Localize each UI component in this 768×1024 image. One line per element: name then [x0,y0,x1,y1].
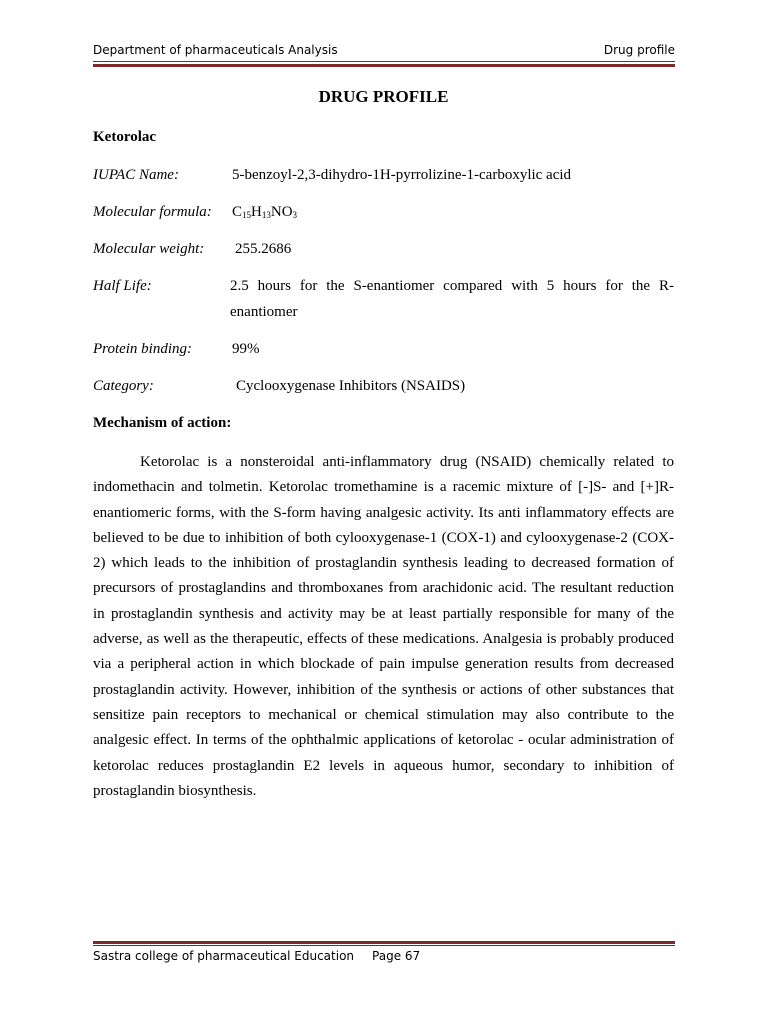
mechanism-heading: Mechanism of action: [93,415,232,431]
half-life-value: 2.5 hours for the S-enantiomer compared with 5 hours for the R-enantiomer [230,278,674,320]
footer-rule-thick [93,941,675,944]
half-life-label: Half Life: [93,278,152,294]
category-value: Cyclooxygenase Inhibitors (NSAIDS) [236,378,466,394]
page-number: Page 67 [372,949,421,963]
page-footer [93,948,420,964]
drug-name: Ketorolac [93,129,157,145]
footer-institution: Sastra college of pharmaceutical Education [93,949,355,963]
formula-value: $C_{15}H_{13}NO_3$ [232,204,298,220]
formula-label: Molecular formula: [93,204,212,220]
weight-label: Molecular weight: [93,241,205,257]
weight-value: 255.2686 [235,241,292,257]
header-section: Drug profile [603,43,675,57]
iupac-value: 5-benzoyl-2,3-dihydro-1H-pyrrolizine-1-carboxylic acid [232,167,572,183]
header-rule-thick [93,64,675,67]
footer-rule-thin [93,945,675,946]
header-department: Department of pharmaceuticals Analysis [93,43,338,57]
header-rule-thin [93,61,675,62]
category-label: Category: [93,378,154,394]
protein-binding-value: 99% [232,341,260,357]
page-title: DRUG PROFILE [318,87,449,106]
protein-binding-label: Protein binding: [93,341,193,357]
iupac-label: IUPAC Name: [93,167,179,183]
mechanism-paragraph: Ketorolac is a nonsteroidal anti-inflammatory drug (NSAID) chemically related to indomethacin and tolmetin. Ketorolac tromethamine is a racemic mixture of [-]S- and [+]R-enantiomeric forms, with the S-form having analgesic activity. Its anti inflammatory effects are believed to be due to inhibition of both cylooxygenase-1 (COX-1) and cylooxygenase-2 (COX-2) which leads to the inhibition of prostaglandin synthesis leading to decreased formation of precursors of prostaglandins and thromboxanes from arachidonic acid. The resultant reduction in prostaglandin synthesis and activity may be at least partially responsible for many of the adverse, as well as the therapeutic, effects of these medications. Analgesia is probably produced via a peripheral action in which blockade of pain impulse generation results from decreased prostaglandin activity. However, inhibition of the synthesis or actions of other substances that sensitize pain receptors to mechanical or chemical stimulation may also contribute to the analgesic effect. In terms of the ophthalmic applications of ketorolac - ocular administration of ketorolac reduces prostaglandin E2 levels in aqueous humor, secondary to inhibition of prostaglandin biosynthesis. [93,454,674,799]
